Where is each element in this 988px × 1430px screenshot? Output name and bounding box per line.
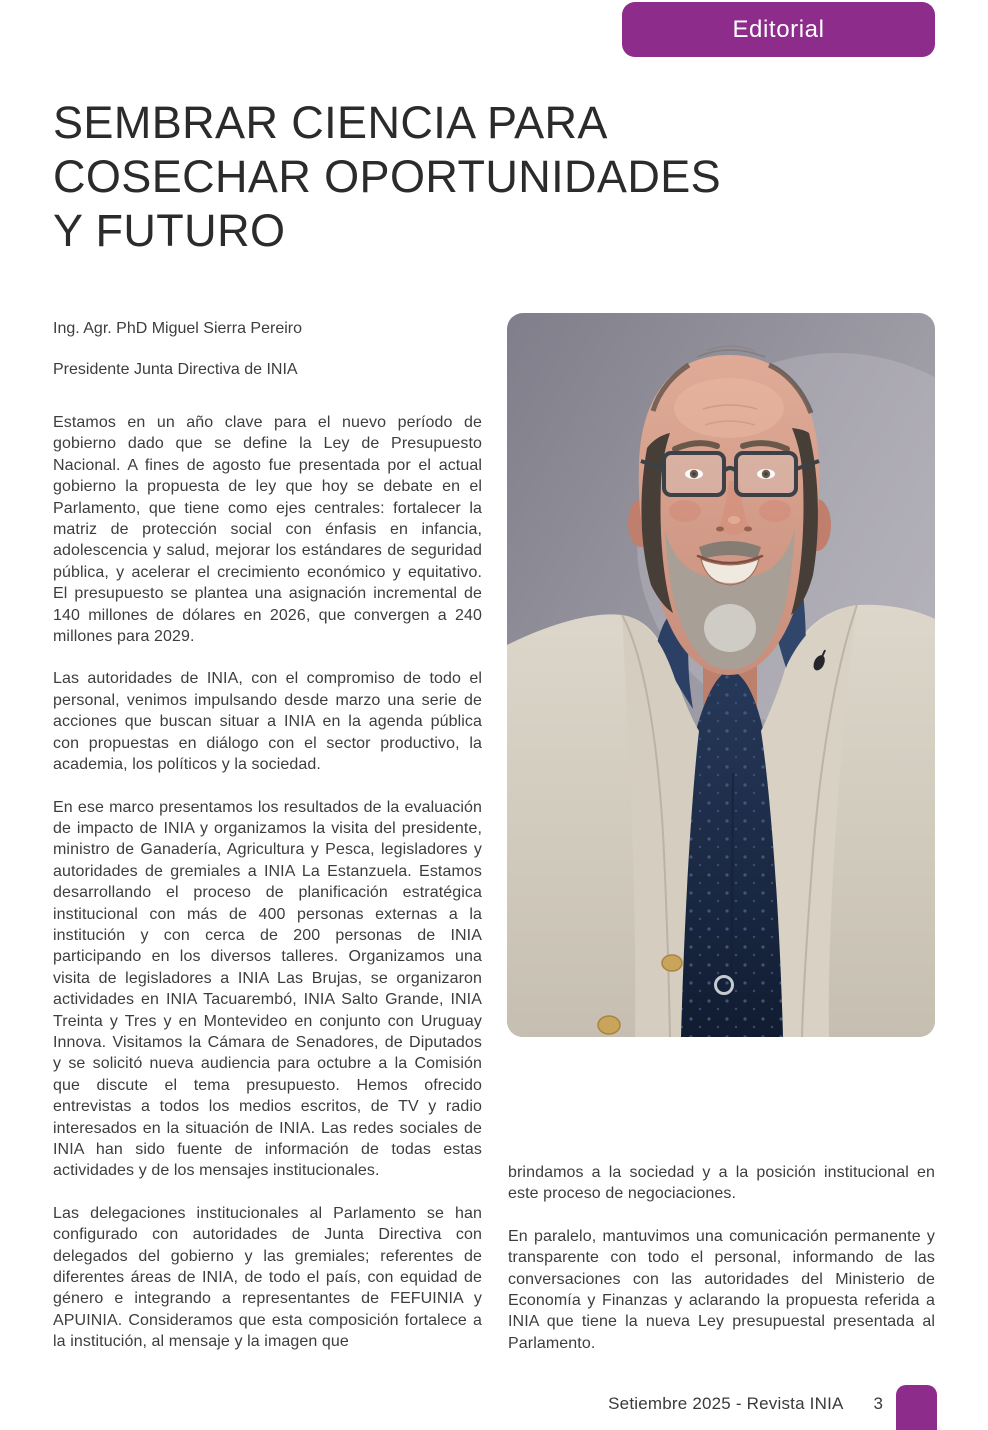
- body-paragraph-6: En paralelo, mantuvimos una comunicación permanente y transparente con todo el personal, informando de las conversaciones con las autoridades del Ministerio de Economía y Finanzas y aclarando la propuesta referida a INIA que tiene la nueva Ley presupuestal presentada al Parlamento.: [508, 1227, 935, 1352]
- portrait-photo: [507, 313, 935, 1037]
- body-paragraph-2: Las autoridades de INIA, con el compromiso de todo el personal, venimos impulsando desde marzo una serie de acciones que buscan situar a INIA en la agenda pública con propuestas en diálogo con el sector productivo, la academia, los políticos y la sociedad.: [53, 670, 482, 774]
- section-tag: [622, 2, 935, 57]
- body-paragraph-5: brindamos a la sociedad y a la posición institucional en este proceso de negociaciones.: [508, 1164, 935, 1203]
- footer-issue-text: Setiembre 2025 - Revista INIA: [608, 1394, 844, 1413]
- author-block: [53, 320, 302, 402]
- title-line-3: Y FUTURO: [53, 205, 286, 256]
- portrait-illustration: [507, 313, 935, 1037]
- body-paragraph-1: Estamos en un año clave para el nuevo período de gobierno dado que se define la Ley de Presupuesto Nacional. A fines de agosto fue presentada por el actual gobierno la propuesta de ley que hoy se debate en el Parlamento, que tiene como ejes centrales: fortalecer la matriz de protección social con énfasis en infancia, adolescencia y salud, mejorar los estándares de seguridad pública, y acelerar el crecimiento económico y equitativo. El presupuesto se plantea una asignación incremental de 140 millones de dólares en 2026, que convergen a 240 millones para 2029.: [53, 414, 482, 646]
- right-column: [508, 1162, 935, 1354]
- footer-accent-square: [896, 1385, 937, 1430]
- title-line-1: SEMBRAR CIENCIA PARA: [53, 97, 608, 148]
- left-column: [53, 412, 482, 1353]
- page-number: 3: [873, 1394, 883, 1413]
- author-name: Ing. Agr. PhD Miguel Sierra Pereiro: [53, 320, 303, 337]
- body-paragraph-4: Las delegaciones institucionales al Parlamento se han configurado con autoridades de Junta Directiva con delegados del gobierno y las gremiales; referentes de diferentes áreas de INIA, de todo el país, con equidad de género e integrando a representantes de FEFUINIA y APUINIA. Consideramos que esta composición fortalece a la institución, al mensaje y la imagen que: [53, 1204, 482, 1351]
- section-tag-label: Editorial: [732, 15, 825, 43]
- body-paragraph-3: En ese marco presentamos los resultados de la evaluación de impacto de INIA y organizamos la visita del presidente, ministro de Ganadería, Agricultura y Pesca, legisladores y autoridades de gremiales a INIA La Estanzuela. Estamos desarrollando el proceso de planificación estratégica institucional con más de 400 personas externas a la institución y con cerca de 200 personas de INIA participando en los diversos talleres. Organizamos una visita de legisladores a INIA Las Brujas, se organizaron actividades en INIA Tacuarembó, INIA Salto Grande, INIA Treinta y Tres y en Montevideo en conjunto con Uruguay Innova. Visitamos la Cámara de Senadores, de Diputados y se solicitó nueva audiencia para octubre a la Comisión que discute el tema presupuesto. Hemos ofrecido entrevistas a todos los medios escritos, de TV y radio interesados en la situación de INIA. Las redes sociales de INIA han sido fuente de información de todas estas actividades y de los mensajes institucionales.: [53, 798, 482, 1180]
- article-title: [53, 96, 721, 258]
- page-footer: [608, 1385, 937, 1430]
- author-role: Presidente Junta Directiva de INIA: [53, 361, 298, 378]
- title-line-2: COSECHAR OPORTUNIDADES: [53, 151, 722, 202]
